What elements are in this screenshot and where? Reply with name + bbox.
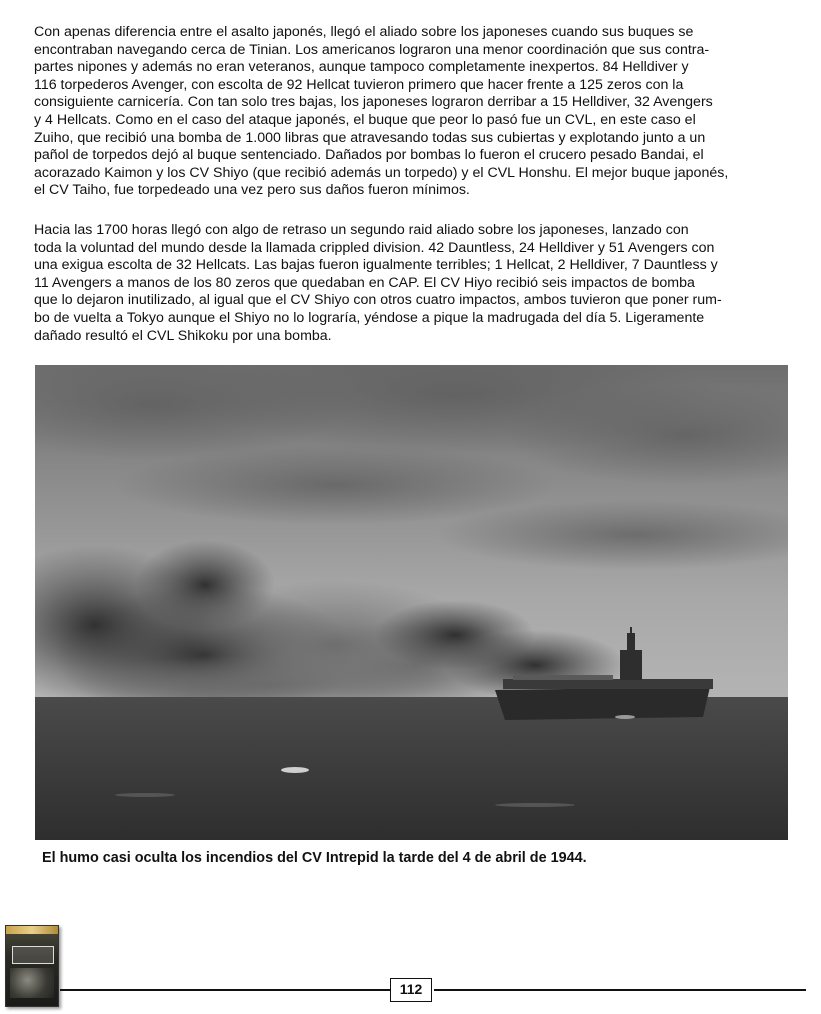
- paragraph-line: y 4 Hellcats. Como en el caso del ataque japonés, el buque que peor lo pasó fue un CVL, en este caso el: [34, 111, 696, 128]
- footer-rule-left: [60, 989, 390, 991]
- figure-caption: El humo casi oculta los incendios del CV Intrepid la tarde del 4 de abril de 1944.: [42, 850, 587, 866]
- footer-rule-right: [434, 989, 806, 991]
- paragraph-line: bo de vuelta a Tokyo aunque el Shiyo no lo lograría, yéndose a pique la madrugada del día 5. Ligeramente: [34, 309, 705, 326]
- page-number: 112: [390, 978, 432, 1002]
- photo-sea: [35, 697, 788, 840]
- paragraph-line: pañol de torpedos dejó al buque sentenciado. Dañados por bombas lo fueron el crucero pesado Bandai, el: [34, 147, 704, 164]
- game-box-thumbnail: [5, 925, 59, 1007]
- paragraph-line: 116 torpederos Avenger, con escolta de 92 Hellcat tuvieron primero que hacer frente a 125 zeros con la: [34, 76, 684, 93]
- paragraph-line: consiguiente carnicería. Con tan solo tres bajas, los japoneses lograron derribar a 15 Helldiver, 32 Avengers: [34, 94, 713, 111]
- paragraph-line: dañado resultó el CVL Shikoku por una bomba.: [34, 327, 332, 344]
- paragraph-line: una exigua escolta de 32 Hellcats. Las bajas fueron igualmente terribles; 1 Hellcat, 2 Helldiver, 7 Dauntless y: [34, 257, 718, 274]
- paragraph-line: que lo dejaron inutilizado, al igual que el CV Shiyo con otros cuatro impactos, ambos tuvieron que poner rum-: [34, 292, 722, 309]
- article-paragraph-2: [34, 222, 798, 345]
- paragraph-line: 11 Avengers a manos de los 80 zeros que quedaban en CAP. El CV Hiyo recibió seis impactos de bomba: [34, 274, 695, 291]
- paragraph-line: Zuiho, que recibió una bomba de 1.000 libras que atravesando todas sus cubiertas y explotando junto a un: [34, 129, 706, 146]
- paragraph-line: toda la voluntad del mundo desde la llamada crippled division. 42 Dauntless, 24 Helldiver y 51 Avengers con: [34, 239, 715, 256]
- paragraph-line: Con apenas diferencia entre el asalto japonés, llegó el aliado sobre los japoneses cuando sus buques se: [34, 24, 694, 40]
- paragraph-line: encontraban navegando cerca de Tinian. Los americanos lograron una menor coordinación que sus contra-: [34, 41, 710, 58]
- article-paragraph-1: [34, 24, 798, 200]
- paragraph-line: el CV Taiho, fue torpedeado una vez pero sus daños fueron mínimos.: [34, 182, 470, 199]
- paragraph-line: partes nipones y además no eran veteranos, aunque tampoco completamente inexpertos. 84 Helldiver y: [34, 59, 689, 76]
- paragraph-line: acorazado Kaimon y los CV Shiyo (que recibió además un torpedo) y el CVL Honshu. El mejor buque japonés,: [34, 164, 729, 181]
- carrier-smoke-photo: [35, 365, 788, 840]
- paragraph-line: Hacia las 1700 horas llegó con algo de retraso un segundo raid aliado sobre los japoneses, lanzado con: [34, 222, 689, 238]
